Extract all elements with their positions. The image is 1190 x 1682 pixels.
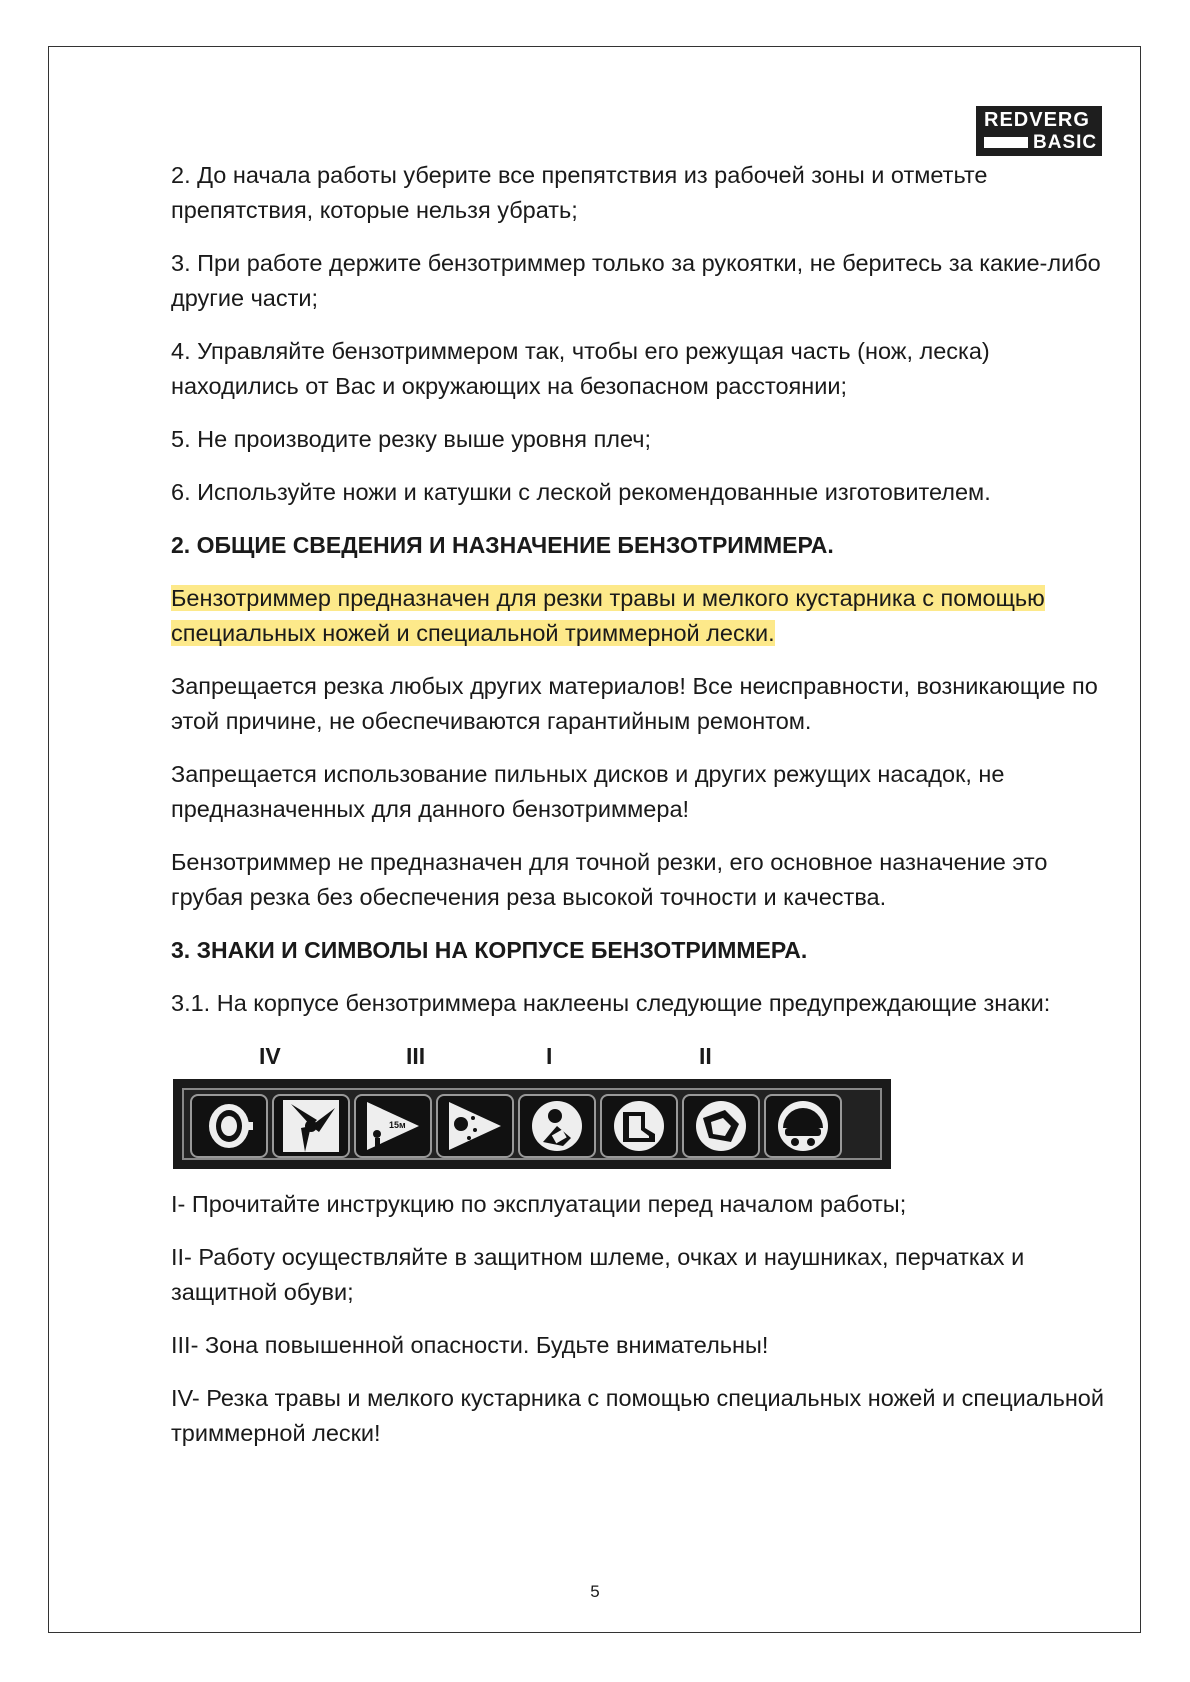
flying-debris-icon — [436, 1094, 514, 1158]
list-item: 6. Используйте ножи и катушки с леской рекомендованные изготовителем. — [171, 479, 991, 505]
list-item: 5. Не производите резку выше уровня плеч; — [171, 426, 652, 452]
legend-item-i: I- Прочитайте инструкцию по эксплуатации перед началом работы; — [171, 1191, 907, 1217]
paragraph: Бензотриммер не предназначен для точной резки, его основное назначение это грубая резка без обеспечения реза высокой точности и качества. — [171, 849, 1048, 910]
roman-label-ii: II — [699, 1043, 712, 1069]
roman-labels — [171, 1039, 1116, 1075]
legend-item-iv: IV- Резка травы и мелкого кустарника с помощью специальных ножей и специальной триммерной лески! — [171, 1385, 1104, 1446]
section-heading-general: 2. ОБЩИЕ СВЕДЕНИЯ И НАЗНАЧЕНИЕ БЕНЗОТРИММЕРА. — [171, 532, 834, 558]
paragraph: Запрещается резка любых других материалов! Все неисправности, возникающие по этой причине, не обеспечиваются гарантийным ремонтом. — [171, 673, 1098, 734]
helmet-goggles-icon — [764, 1094, 842, 1158]
logo-line2: BASIC — [1033, 132, 1098, 153]
read-manual-icon — [518, 1094, 596, 1158]
list-item: 3. При работе держите бензотриммер только за рукоятки, не беритесь за какие-либо другие части; — [171, 250, 1101, 311]
logo-bar — [984, 137, 1028, 148]
roman-label-iii: III — [406, 1043, 426, 1069]
gloves-icon — [682, 1094, 760, 1158]
protective-boots-icon — [600, 1094, 678, 1158]
list-item: 2. До начала работы уберите все препятствия из рабочей зоны и отметьте препятствия, которые нельзя убрать; — [171, 162, 988, 223]
legend-item-iii: III- Зона повышенной опасности. Будьте внимательны! — [171, 1332, 769, 1358]
danger-zone-icon — [354, 1094, 432, 1158]
paragraph: Запрещается использование пильных дисков и других режущих насадок, не предназначенных для данного бензотриммера! — [171, 761, 1005, 822]
blade-icon — [272, 1094, 350, 1158]
legend-item-ii: II- Работу осуществляйте в защитном шлеме, очках и наушниках, перчатках и защитной обуви; — [171, 1244, 1025, 1305]
page-number: 5 — [590, 1582, 600, 1601]
brand-logo — [976, 106, 1102, 156]
distance-label: 15м — [389, 1120, 406, 1130]
roman-label-i: I — [546, 1043, 553, 1069]
section-heading-symbols: 3. ЗНАКИ И СИМВОЛЫ НА КОРПУСЕ БЕНЗОТРИММЕРА. — [171, 937, 808, 963]
purpose-paragraph — [171, 581, 1116, 651]
logo-line1: REDVERG — [984, 109, 1090, 131]
warning-signs-strip — [173, 1079, 891, 1169]
highlighted-text: Бензотриммер предназначен для резки травы и мелкого кустарника с помощью специальных ножей и специальной триммерной лески. — [171, 585, 1045, 646]
list-item: 4. Управляйте бензотриммером так, чтобы его режущая часть (нож, леска) находились от Вас и окружающих на безопасном расстоянии; — [171, 338, 990, 399]
roman-label-iv: IV — [259, 1043, 281, 1069]
trimmer-head-icon — [190, 1094, 268, 1158]
symbols-intro: 3.1. На корпусе бензотриммера наклеены следующие предупреждающие знаки: — [171, 990, 1051, 1016]
document-body — [171, 158, 1116, 1469]
